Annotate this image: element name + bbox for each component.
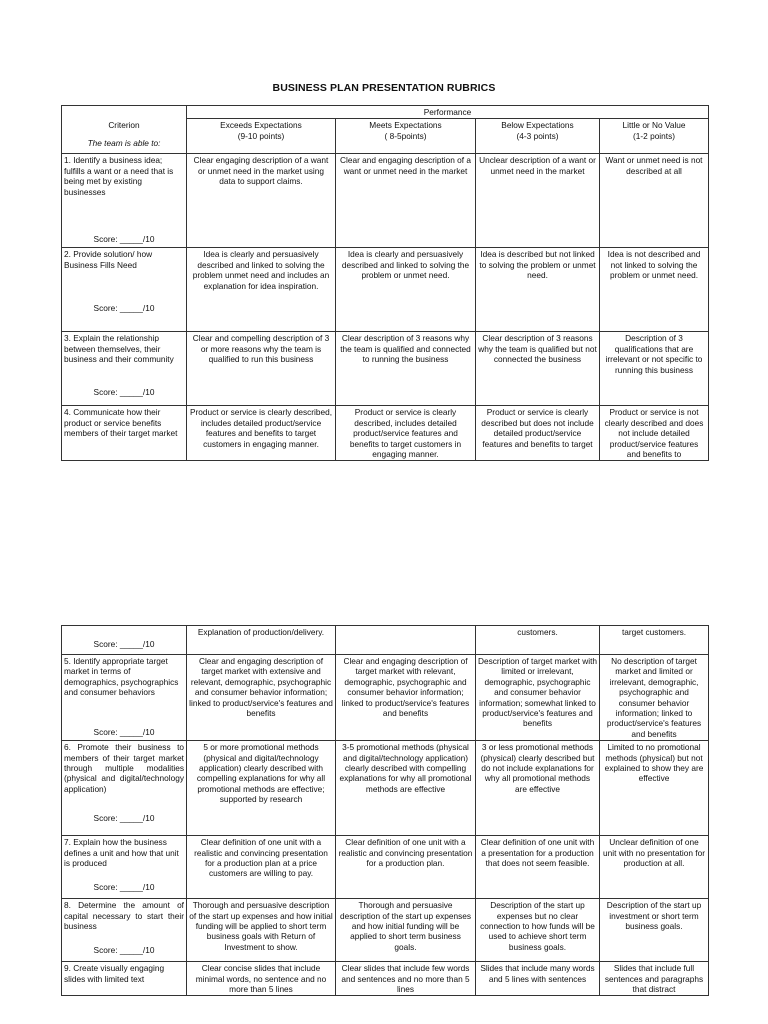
below-header-points: (4-3 points) (516, 130, 559, 141)
meets-cell: Clear and engaging description of target market with relevant, demographic, psychographic and consumer behavior information; linked to product/service's features and benefits (336, 655, 476, 741)
criterion-header-sub: The team is able to: (87, 138, 161, 149)
below-cell: Product or service is clearly described but does not include detailed product/service features and benefits to target (476, 406, 600, 461)
table-row (62, 154, 709, 248)
exceeds-cell: Explanation of production/delivery. (187, 626, 336, 655)
below-header (476, 119, 600, 154)
below-cell: Idea is described but not linked to solving the problem or unmet need. (476, 248, 600, 332)
little-cell: Description of the start up investment or short term business goals. (600, 899, 709, 962)
meets-cell: Thorough and persuasive description of the start up expenses and how initial funding will be applied to short term business goals. (336, 899, 476, 962)
exceeds-cell: Product or service is clearly described, includes detailed product/service features and benefits to target customers in engaging manner. (187, 406, 336, 461)
criterion-text: 4. Communicate how their product or service benefits members of their target market (64, 407, 178, 439)
criterion-text: 2. Provide solution/ how Business Fills Need (64, 249, 153, 270)
little-cell: target customers. (600, 626, 709, 655)
meets-cell: Clear description of 3 reasons why the team is qualified and connected to running the business (336, 332, 476, 406)
score-field: Score: _____/10 (93, 812, 155, 823)
criterion-text: 7. Explain how the business defines a unit and how that unit is produced (64, 837, 179, 869)
criterion-cell (62, 836, 187, 899)
table-row (62, 406, 709, 461)
below-cell: Clear definition of one unit with a presentation for a production that does not seem feasible. (476, 836, 600, 899)
below-cell: Description of the start up expenses but no clear connection to how funds will be used to achieve short term business goals. (476, 899, 600, 962)
little-cell: Slides that include full sentences and paragraphs that distract (600, 962, 709, 996)
exceeds-header-points: (9-10 points) (237, 130, 285, 141)
criterion-text: 3. Explain the relationship between themselves, their business and their community (64, 333, 174, 365)
criterion-cell (62, 899, 187, 962)
criterion-text: 5. Identify appropriate target market in terms of demographics, psychographics and consumer behaviors (64, 656, 179, 698)
criterion-cell (62, 741, 187, 836)
rubric-table-page-1 (61, 105, 709, 461)
score-field: Score: _____/10 (93, 881, 155, 892)
table-row (62, 899, 709, 962)
criterion-cell (62, 655, 187, 741)
exceeds-cell: Clear concise slides that include minimal words, no sentence and no more than 5 lines (187, 962, 336, 996)
score-field: Score: _____/10 (93, 234, 155, 244)
header-blank (62, 106, 187, 119)
table-row (62, 626, 709, 655)
score-field: Score: _____/10 (93, 303, 155, 313)
meets-cell: Clear and engaging description of a want or unmet need in the market (336, 154, 476, 248)
exceeds-cell: Clear and engaging description of target market with extensive and relevant, demographic, psychographic and consumer behavior information; linked to product/service's features and benefits (187, 655, 336, 741)
table-row (62, 741, 709, 836)
criterion-cell (62, 406, 187, 461)
table-row (62, 836, 709, 899)
exceeds-header-label: Exceeds Expectations (220, 120, 302, 131)
exceeds-cell: Idea is clearly and persuasively described and linked to solving the problem unmet need and includes an explanation for idea inspiration. (187, 248, 336, 332)
below-cell: Slides that include many words and 5 lines with sentences (476, 962, 600, 996)
meets-cell: Product or service is clearly described, includes detailed product/service features and benefits to target customers in engaging manner. (336, 406, 476, 461)
meets-cell: Idea is clearly and persuasively described and linked to solving the problem or unmet need. (336, 248, 476, 332)
criterion-text: 8. Determine the amount of capital necessary to start their business (64, 900, 184, 932)
exceeds-cell: Clear engaging description of a want or unmet need in the market using data to support claims. (187, 154, 336, 248)
score-field: Score: _____/10 (93, 944, 155, 955)
criterion-cell (62, 332, 187, 406)
exceeds-cell: 5 or more promotional methods (physical and digital/technology application) clearly described with compelling explanations for why all promotional methods are effective; supported by research (187, 741, 336, 836)
little-cell: Description of 3 qualifications that are irrelevant or not specific to running this business (600, 332, 709, 406)
little-cell: Want or unmet need is not described at all (600, 154, 709, 248)
meets-cell: Clear definition of one unit with a realistic and convincing presentation for a production plan. (336, 836, 476, 899)
criterion-header-label: Criterion (108, 119, 140, 130)
meets-header (336, 119, 476, 154)
table-row (62, 248, 709, 332)
below-cell: Clear description of 3 reasons why the team is qualified but not connected the business (476, 332, 600, 406)
meets-header-label: Meets Expectations (369, 120, 442, 131)
criterion-text: 1. Identify a business idea; fulfills a want or a need that is being met by existing businesses (64, 155, 174, 197)
little-cell: Product or service is not clearly described and does not include detailed product/service features and benefits to (600, 406, 709, 461)
little-header (600, 119, 709, 154)
criterion-text: 9. Create visually engaging slides with limited text (64, 963, 165, 984)
meets-cell: 3-5 promotional methods (physical and digital/technology application) clearly described with compelling explanations for why all promotional methods are effective (336, 741, 476, 836)
page-title: BUSINESS PLAN PRESENTATION RUBRICS (272, 82, 496, 94)
criterion-cell (62, 248, 187, 332)
exceeds-cell: Thorough and persuasive description of the start up expenses and how initial funding will be applied to short term business goals with Return of Investment to show. (187, 899, 336, 962)
table-row (62, 332, 709, 406)
little-header-points: (1-2 points) (633, 130, 675, 141)
criterion-text: 6. Promote their business to members of their target market through multiple modalities (physical and digital/technology application) (64, 742, 184, 794)
rubric-table-page-2 (61, 625, 709, 996)
score-field: Score: _____/10 (93, 726, 155, 737)
little-cell: No description of target market and limited or irrelevant, demographic, psychographic and consumer behavior information; linked to product/service's features and benefits (600, 655, 709, 741)
meets-header-points: ( 8-5points) (384, 130, 427, 141)
performance-header: Performance (187, 106, 709, 119)
below-cell: 3 or less promotional methods (physical) clearly described but do not include explanations for why all promotional methods are effective (476, 741, 600, 836)
little-cell: Limited to no promotional methods (physical) but not explained to show they are effective (600, 741, 709, 836)
table-row (62, 655, 709, 741)
exceeds-cell: Clear definition of one unit with a realistic and convincing presentation for a production plan at a price customers are willing to pay. (187, 836, 336, 899)
criterion-cell (62, 626, 187, 655)
below-cell: Unclear description of a want or unmet need in the market (476, 154, 600, 248)
criterion-header (62, 119, 187, 154)
below-header-label: Below Expectations (501, 120, 574, 131)
little-cell: Idea is not described and not linked to solving the problem or unmet need. (600, 248, 709, 332)
criterion-cell (62, 154, 187, 248)
meets-cell (336, 626, 476, 655)
score-field: Score: _____/10 (93, 638, 155, 649)
little-cell: Unclear definition of one unit with no presentation for production at all. (600, 836, 709, 899)
below-cell: customers. (476, 626, 600, 655)
little-header-label: Little or No Value (622, 120, 686, 131)
table-row (62, 962, 709, 996)
below-cell: Description of target market with limited or irrelevant, demographic, psychographic and consumer behavior information; somewhat linked to product/service's features and benefits (476, 655, 600, 741)
meets-cell: Clear slides that include few words and sentences and no more than 5 lines (336, 962, 476, 996)
exceeds-cell: Clear and compelling description of 3 or more reasons why the team is qualified to run this business (187, 332, 336, 406)
score-field: Score: _____/10 (93, 387, 155, 397)
exceeds-header (187, 119, 336, 154)
criterion-cell (62, 962, 187, 996)
